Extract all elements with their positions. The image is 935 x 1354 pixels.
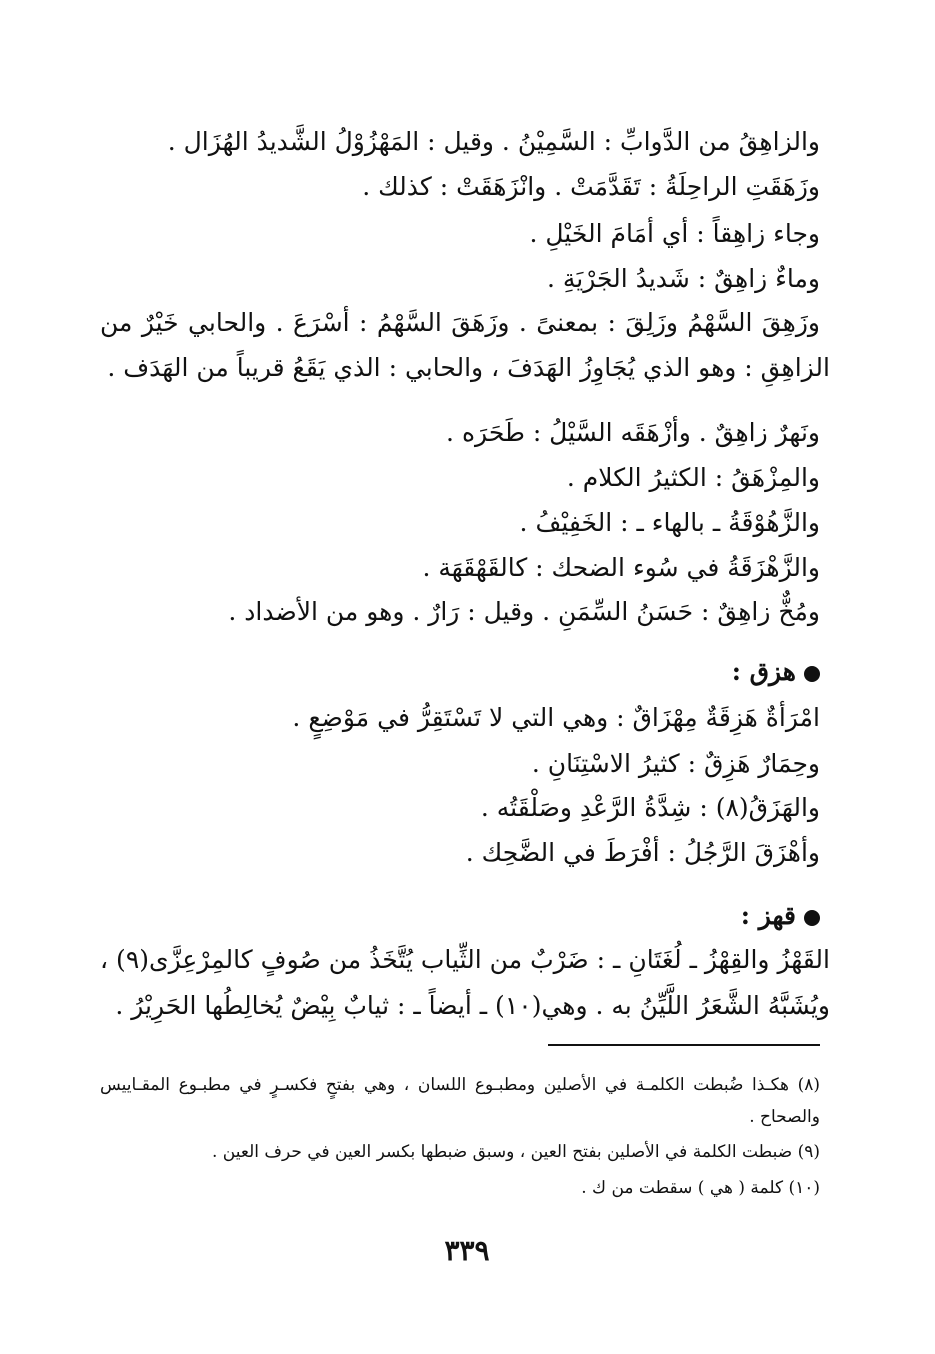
text-line: امْرَأةٌ هَزِقَةٌ مِهْزَاقٌ : وهي التي لا تَسْتَقِرُّ في مَوْضِعٍ .	[292, 703, 820, 732]
entry-heading	[732, 652, 820, 692]
text-line: والزَّهُوْقَةُ ـ بالهاء ـ : الخَفِيْفُ .	[519, 508, 820, 537]
entry-heading-text: هزق :	[731, 657, 796, 686]
text-line: ونَهرٌ زاهِقٌ . وأزْهَقَه السَّيْلُ : طَحَرَه .	[446, 418, 820, 447]
footnote: (٨) هكـذا ضُبطت الكلمـة في الأصلين ومطبـوع اللسان ، وهي بفتحٍ فكسـرٍ في مطبـوع المقـاييس	[100, 1075, 820, 1095]
bullet-icon	[804, 666, 820, 682]
text-line: ويُشَبَّهُ الشَّعَرُ اللَّيِّنُ به . وهي(١٠) ـ أيضاً ـ : ثيابٌ بِيْضٌ يُخالِطُها الحَرِيْرُ .	[115, 991, 830, 1020]
page-number: ٣٣٩	[444, 1234, 490, 1267]
entry-heading	[741, 896, 820, 936]
text-line: وجاء زاهِقاً : أي أمَامَ الخَيْلِ .	[529, 219, 820, 248]
footnote-divider	[548, 1044, 820, 1046]
footnote: والصحاح .	[749, 1107, 820, 1127]
text-line: وأهْزَقَ الرَّجُلُ : أفْرَطَ في الضَّحِك .	[465, 838, 820, 867]
text-line: والمِزْهَقُ : الكثيرُ الكلام .	[566, 463, 820, 492]
text-line: والهَزَقُ(٨) : شِدَّةُ الرَّعْدِ وصَلْقَتُه .	[480, 793, 820, 822]
footnote: (١٠) كلمة ( هي ) سقطت من ك .	[581, 1178, 820, 1198]
text-line: وحِمَارٌ هَزِقٌ : كثيرُ الاسْتِنَانِ .	[531, 749, 820, 778]
footnote: (٩) ضبطت الكلمة في الأصلين بفتح العين ، وسبق ضبطها بكسر العين في حرف العين .	[212, 1142, 820, 1162]
text-line: ومُخٌّ زاهِقٌ : حَسَنُ السِّمَنِ . وقيل : رَارٌ . وهو من الأضداد .	[228, 597, 820, 626]
bullet-icon	[804, 910, 820, 926]
text-line: والزَّهْزَقَةُ في سُوء الضحك : كالقَهْقَهَة .	[422, 553, 820, 582]
entry-heading-text: قهز :	[740, 901, 796, 930]
text-line: وماءٌ زاهِقٌ : شَديدُ الجَرْيَةِ .	[547, 264, 820, 293]
text-line: الزاهِقِ : وهو الذي يُجَاوِزُ الهَدَفَ ، والحابي : الذي يَقَعُ قريباً من الهَدَف .	[107, 353, 830, 382]
text-line: والزاهِقُ من الدَّوابِّ : السَّمِيْنُ . وقيل : المَهْزُوْلُ الشَّديدُ الهُزَال .	[167, 127, 820, 156]
text-line: القَهْزُ والقِهْزُ ـ لُغَتَانِ ـ : ضَرْبٌ من الثِّياب يُتَّخَذُ من صُوفٍ كالمِرْعِزَّى(٩) ،	[100, 945, 830, 974]
text-line: وزَهِقَ السَّهْمُ وزَلِقَ : بمعنىً . وزَهَقَ السَّهْمُ : أسْرَعَ . والحابي خَيْرٌ من	[100, 308, 820, 337]
text-line: وزَهَقَتِ الراحِلَةُ : تَقَدَّمَتْ . وانْزَهَقَتْ : كذلك .	[362, 172, 820, 201]
